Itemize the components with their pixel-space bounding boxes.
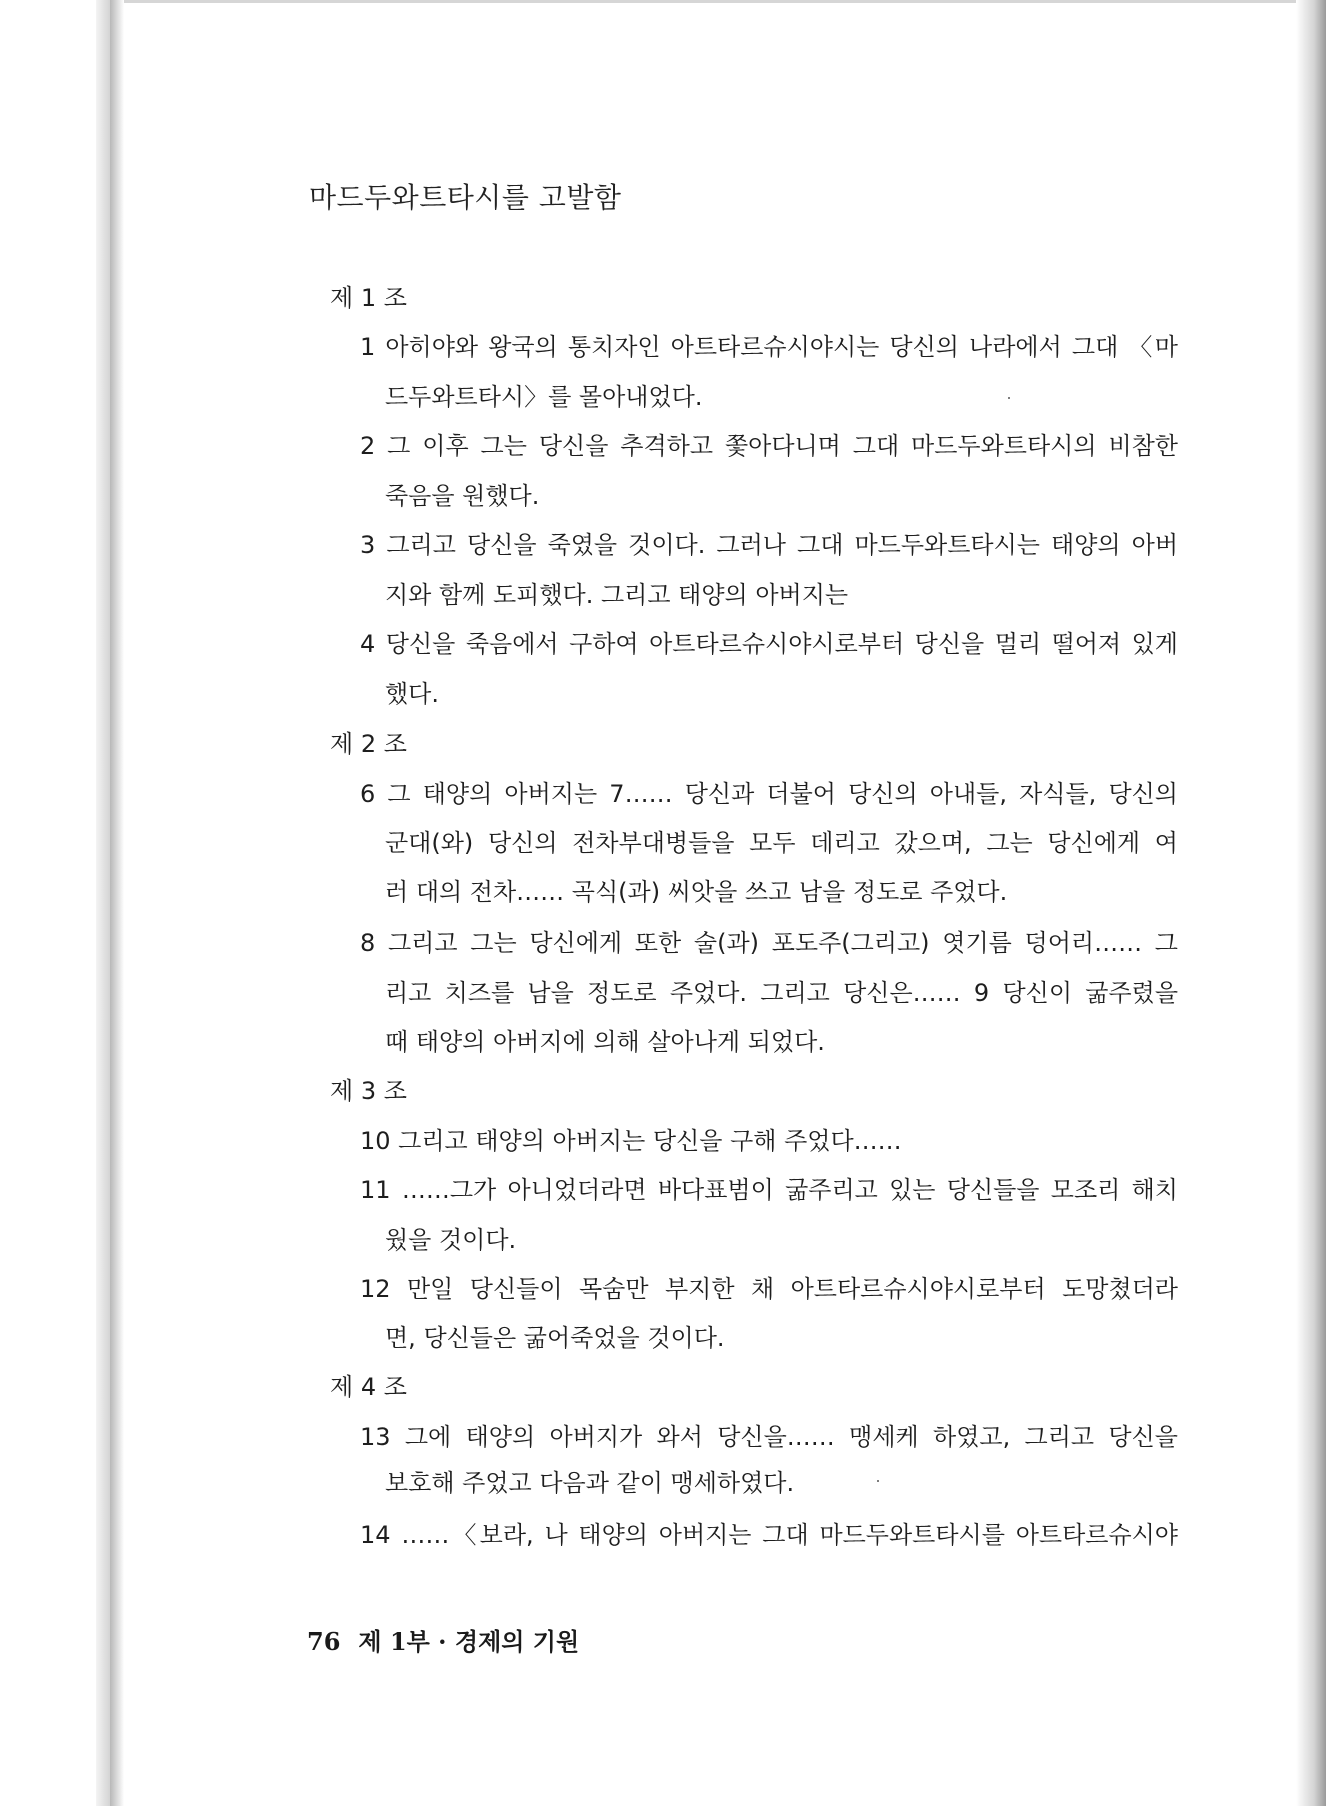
page-number: 76 bbox=[307, 1627, 341, 1656]
article-heading-2: 제 2 조 bbox=[330, 730, 407, 758]
text-line: 면, 당신들은 굶어죽었을 것이다. bbox=[385, 1324, 725, 1352]
text-line: 러 대의 전차…… 곡식(과) 씨앗을 쓰고 남을 정도로 주었다. bbox=[385, 878, 1008, 906]
article-heading-3: 제 3 조 bbox=[330, 1077, 407, 1105]
text-line: 드두와트타시〉를 몰아내었다. bbox=[385, 383, 703, 411]
article-heading-4: 제 4 조 bbox=[330, 1373, 407, 1401]
text-line: 3 그리고 당신을 죽였을 것이다. 그러나 그대 마드두와트타시는 태양의 아버 bbox=[360, 531, 1178, 559]
page-title: 마드두와트타시를 고발함 bbox=[309, 181, 622, 214]
text-line: 6 그 태양의 아버지는 7…… 당신과 더불어 당신의 아내들, 자식들, 당신의 bbox=[360, 780, 1178, 808]
text-line: 10 그리고 태양의 아버지는 당신을 구해 주었다…… bbox=[360, 1127, 902, 1155]
article-heading-1: 제 1 조 bbox=[330, 284, 407, 312]
scan-speck bbox=[877, 1480, 879, 1482]
text-line: 8 그리고 그는 당신에게 또한 술(과) 포도주(그리고) 엿기름 덩어리…… 그 bbox=[360, 929, 1178, 957]
text-line: 했다. bbox=[385, 680, 439, 708]
running-footer-section: 제 1부 · 경제의 기원 bbox=[358, 1627, 580, 1656]
text-line: 지와 함께 도피했다. 그리고 태양의 아버지는 bbox=[385, 581, 849, 609]
text-line: 보호해 주었고 다음과 같이 맹세하였다. bbox=[385, 1469, 795, 1497]
text-line: 14 ……〈보라, 나 태양의 아버지는 그대 마드두와트타시를 아트타르슈시야 bbox=[360, 1521, 1178, 1549]
text-line: 12 만일 당신들이 목숨만 부지한 채 아트타르슈시야시로부터 도망쳤더라 bbox=[360, 1275, 1178, 1303]
page-footer bbox=[307, 1622, 597, 1657]
text-line: 11 ……그가 아니었더라면 바다표범이 굶주리고 있는 당신들을 모조리 해치 bbox=[360, 1176, 1178, 1204]
text-line: 4 당신을 죽음에서 구하여 아트타르슈시야시로부터 당신을 멀리 떨어져 있게 bbox=[360, 630, 1178, 658]
scan-speck bbox=[1008, 397, 1010, 399]
text-line: 때 태양의 아버지에 의해 살아나게 되었다. bbox=[385, 1028, 825, 1056]
text-line: 군대(와) 당신의 전차부대병들을 모두 데리고 갔으며, 그는 당신에게 여 bbox=[385, 829, 1178, 857]
text-line: 2 그 이후 그는 당신을 추격하고 쫓아다니며 그대 마드두와트타시의 비참한 bbox=[360, 432, 1178, 460]
text-line: 13 그에 태양의 아버지가 와서 당신을…… 맹세케 하였고, 그리고 당신을 bbox=[360, 1423, 1178, 1451]
text-line: 1 아히야와 왕국의 통치자인 아트타르슈시야시는 당신의 나라에서 그대 〈마 bbox=[360, 333, 1178, 361]
text-line: 죽음을 원했다. bbox=[385, 482, 540, 510]
text-line: 웠을 것이다. bbox=[385, 1226, 517, 1254]
text-line: 리고 치즈를 남을 정도로 주었다. 그리고 당신은…… 9 당신이 굶주렸을 bbox=[385, 979, 1178, 1007]
